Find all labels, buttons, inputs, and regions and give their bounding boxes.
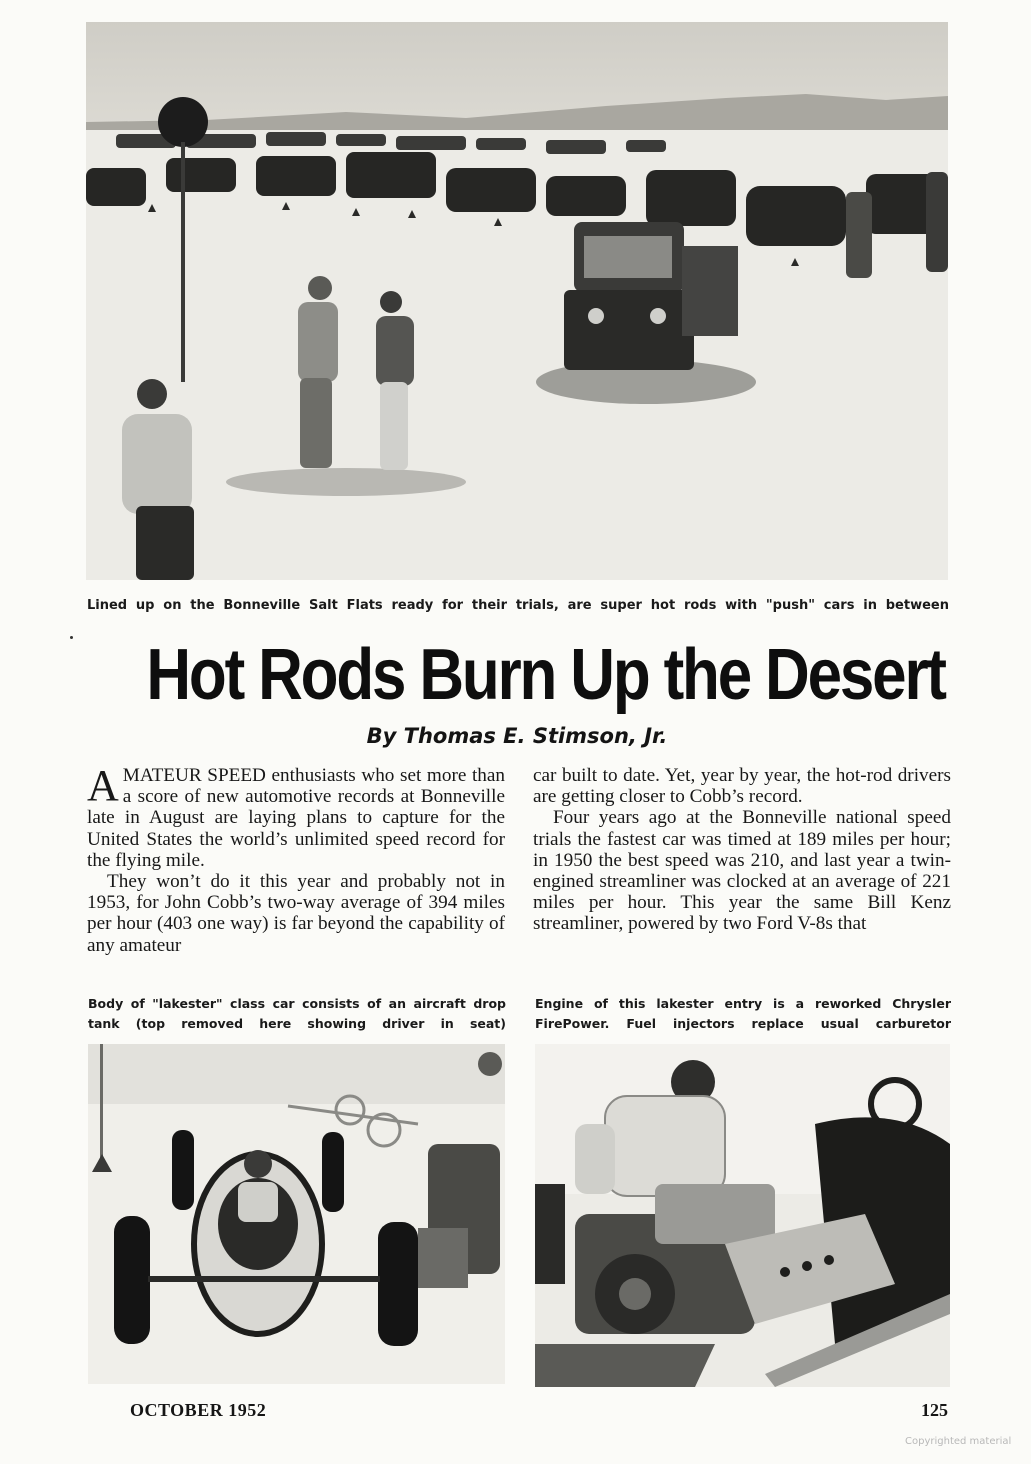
article-paragraph: car built to date. Yet, year by year, the hot-rod drivers are getting closer to Cobb’s record.: [533, 765, 951, 808]
article-paragraph: [87, 761, 505, 871]
article-column-left: [87, 761, 505, 956]
article-column-right: [533, 765, 951, 935]
article-paragraph: They won’t do it this year and probably not in 1953, for John Cobb’s two-way average of 394 miles per hour (403 one way) is far beyond the capability of any amateur: [87, 871, 505, 956]
lakester-photo-caption: Body of "lakester" class car consists of an aircraft drop tank (top removed here showing driver in seat): [88, 996, 506, 1031]
engine-photo: [535, 1044, 950, 1387]
article-byline: By Thomas E. Stimson, Jr.: [366, 724, 668, 748]
salt-flats-photo: [86, 22, 948, 580]
lakester-car-photo: [88, 1044, 505, 1384]
copyright-watermark: Copyrighted material: [905, 1436, 1012, 1447]
paragraph-text: enthusiasts who set more than a score of new automotive records at Bonneville late in August are laying plans to capture for the United States the world’s unlimited speed record for the flying mile.: [87, 765, 505, 871]
engine-photo-caption: Engine of this lakester entry is a reworked Chrysler FirePower. Fuel injectors replace usual carburetor: [535, 996, 951, 1031]
lead-in-caps: MATEUR SPEED: [122, 765, 266, 786]
article-paragraph: Four years ago at the Bonneville national speed trials the fastest car was timed at 189 miles per hour; in 1950 the best speed was 210, and last year a twin-engined streamliner was clocked at an average of 221 miles per hour. This year the same Bill Kenz streamliner, powered by two Ford V-8s that: [533, 807, 951, 935]
print-speck: [70, 636, 73, 639]
page-number: 125: [921, 1400, 948, 1420]
article-headline: Hot Rods Burn Up the Desert: [146, 635, 945, 715]
issue-date: OCTOBER 1952: [130, 1400, 267, 1420]
top-photo-caption: Lined up on the Bonneville Salt Flats ready for their trials, are super hot rods with "push" cars in between: [87, 598, 949, 613]
drop-cap: A: [87, 761, 119, 810]
